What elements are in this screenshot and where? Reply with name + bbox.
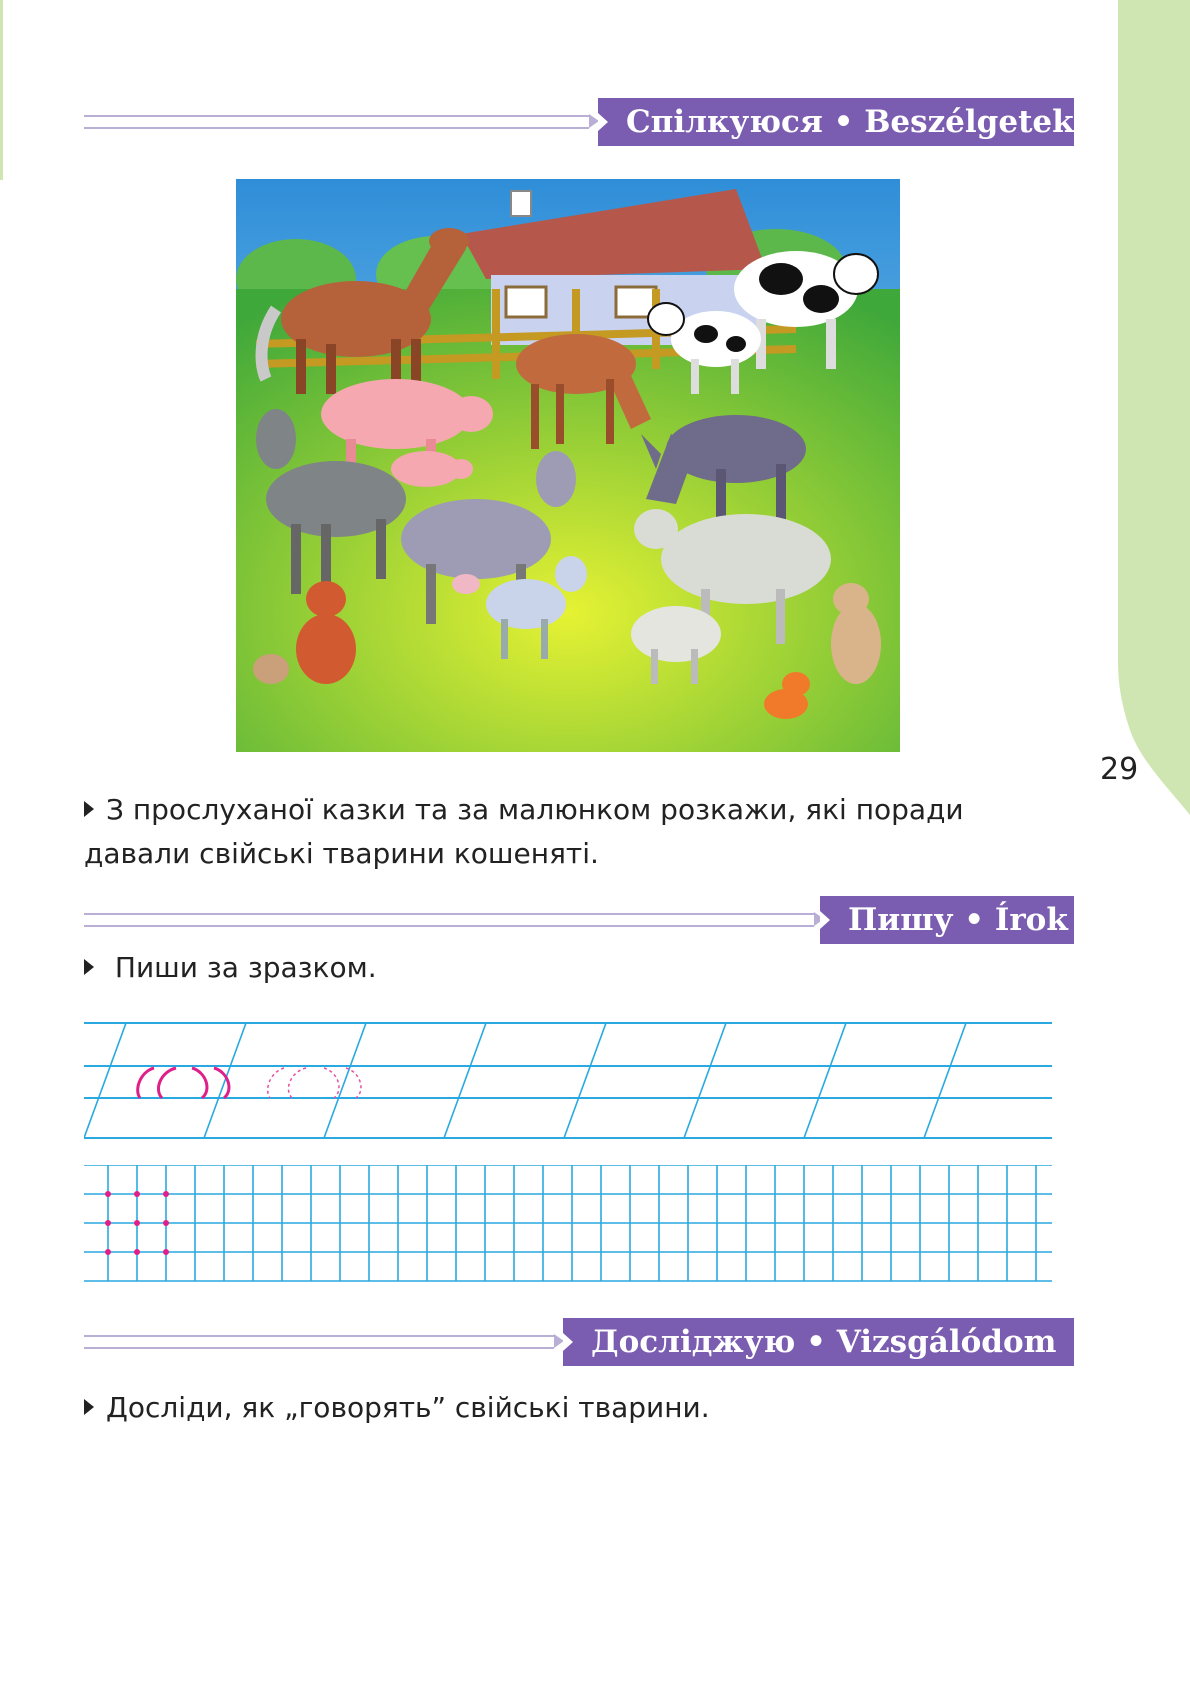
- section-title-research: Досліджую • Vizsgálódom: [563, 1318, 1074, 1366]
- bullet-icon: [84, 1399, 94, 1415]
- sample-writing-strokes: [138, 1068, 229, 1098]
- section-divider: [84, 1335, 554, 1349]
- left-edge-mark: [0, 0, 3, 180]
- bullet-icon: [84, 959, 94, 975]
- handwriting-practice-lines: [84, 1020, 1052, 1142]
- grid-practice-area: [84, 1165, 1052, 1283]
- tracing-strokes: [268, 1068, 361, 1098]
- section-divider: [84, 115, 589, 129]
- writing-instruction: Пиши за зразком.: [84, 946, 984, 990]
- section-divider: [84, 913, 814, 927]
- section-title-writing: Пишу • Írok: [820, 896, 1074, 944]
- section-title-speaking: Спілкуюся • Beszélgetek: [598, 98, 1074, 146]
- research-instruction: Досліди, як „говорять” свійські тварини.: [84, 1386, 1050, 1430]
- bullet-icon: [84, 801, 94, 817]
- speaking-instruction: З прослуханої казки та за малюнком розкажи, які поради давали свійські тварини кошеняті.: [84, 793, 964, 870]
- farm-animals-illustration: [236, 179, 900, 752]
- side-decoration: [1110, 0, 1190, 820]
- page-number: 29: [1100, 752, 1139, 787]
